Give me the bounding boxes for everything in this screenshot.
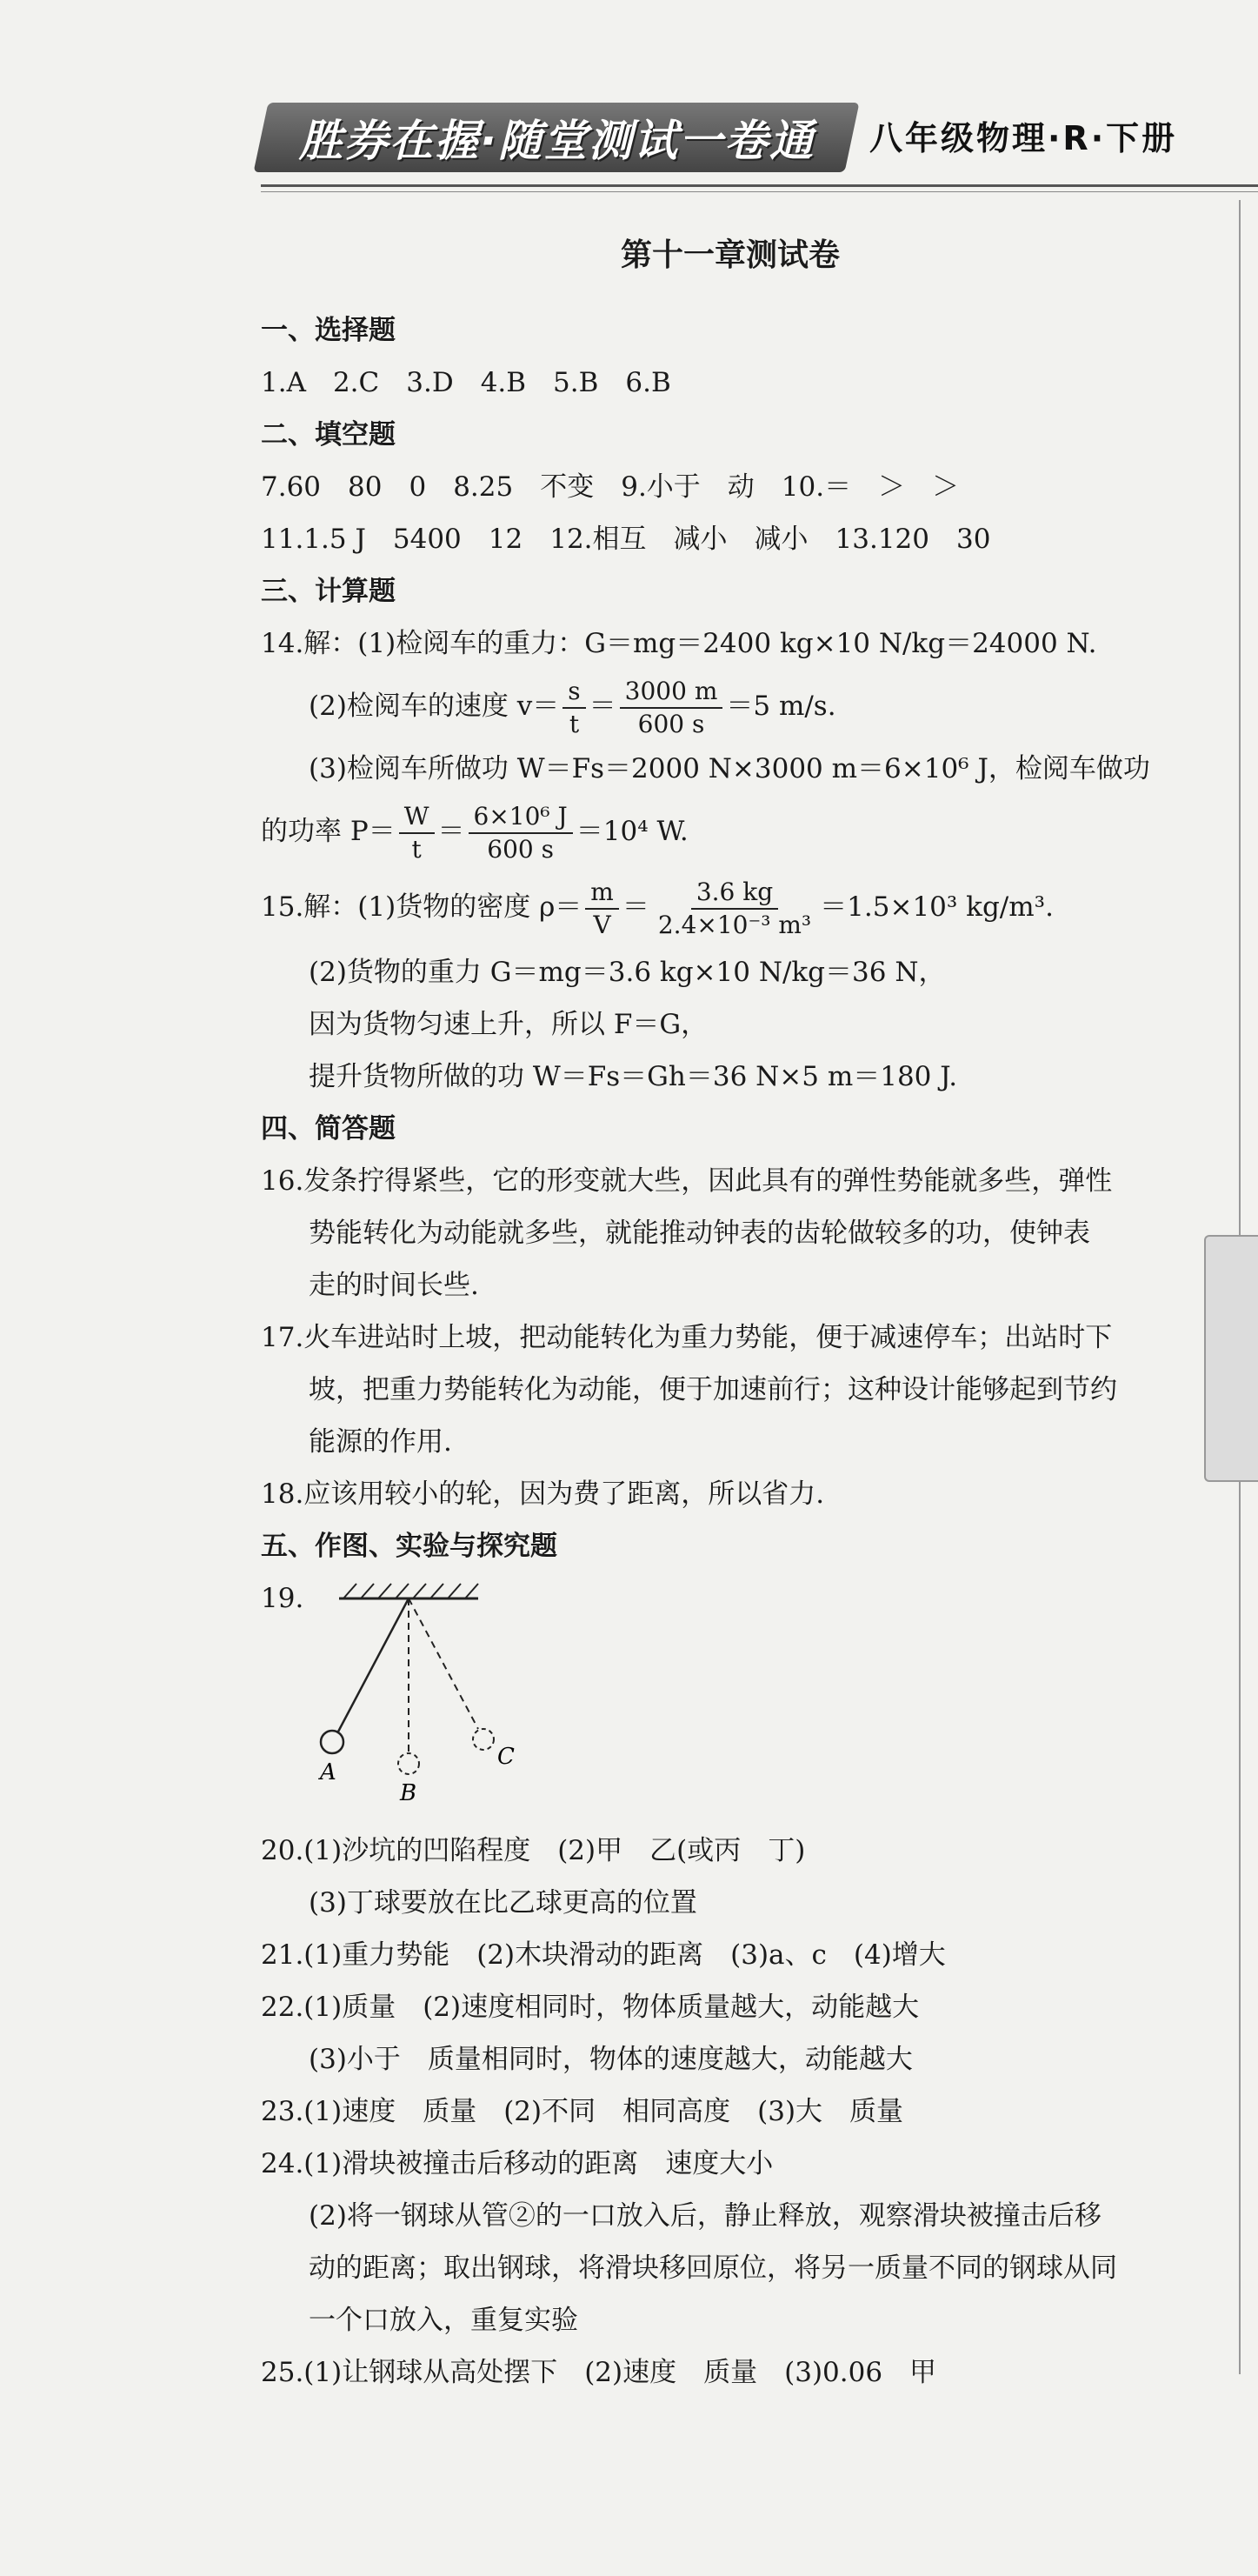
numerator: W (399, 801, 435, 834)
answer-21: 21.(1)重力势能 (2)木块滑动的距离 (3)a、c (4)增大 (261, 1939, 946, 1971)
answer-15-b: (2)货物的重力 G＝mg＝3.6 kg×10 N/kg＝36 N， (309, 957, 946, 988)
answer-24-c: 动的距离；取出钢球，将滑块移回原位，将另一质量不同的钢球从同 (309, 2252, 1117, 2284)
ball-a (321, 1731, 343, 1753)
answer-24-b: (2)将一钢球从管②的一口放入后，静止释放，观察滑块被撞击后移 (309, 2200, 1102, 2232)
denominator: t (569, 709, 580, 738)
answer-19-label: 19. (261, 1583, 304, 1614)
equals: ＝ (437, 816, 465, 847)
string-a (337, 1598, 409, 1733)
answer-17-c: 能源的作用. (309, 1426, 452, 1458)
answer-14-a: 14.解：(1)检阅车的重力：G＝mg＝2400 kg×10 N/kg＝24000 N. (261, 628, 1097, 659)
page-title: 第十一章测试卷 (620, 237, 840, 273)
denominator: 600 s (637, 709, 705, 738)
section-short: 四、简答题 (261, 1113, 396, 1145)
fraction-work-time (469, 801, 573, 865)
q14b-post: ＝5 m/s. (726, 691, 836, 722)
answer-fill-1: 7.60 80 0 8.25 不变 9.小于 动 10.＝ ＞ ＞ (261, 471, 960, 503)
answer-20-a: 20.(1)沙坑的凹陷程度 (2)甲 乙(或丙 丁) (261, 1835, 806, 1866)
answer-18: 18.应该用较小的轮，因为费了距离，所以省力. (261, 1478, 825, 1510)
answer-14-d (261, 795, 1235, 868)
answer-16-b: 势能转化为动能就多些，就能推动钟表的齿轮做较多的功，使钟表 (309, 1218, 1090, 1249)
header-divider (261, 184, 1258, 187)
answer-24-a: 24.(1)滑块被撞击后移动的距离 速度大小 (261, 2148, 774, 2179)
answer-16-c: 走的时间长些. (309, 1270, 479, 1301)
ball-b (398, 1753, 419, 1774)
q15a-post: ＝1.5×10³ kg/m³. (820, 891, 1054, 923)
denominator: 600 s (487, 834, 554, 864)
answer-17-a: 17.火车进站时上坡，把动能转化为重力势能，便于减速停车；出站时下 (261, 1322, 1113, 1353)
label-c: C (497, 1744, 515, 1770)
denominator: V (593, 910, 611, 939)
answer-choice: 1.A 2.C 3.D 4.B 5.B 6.B (261, 367, 671, 398)
answer-15-a (261, 868, 1235, 946)
q15a-pre: 15.解：(1)货物的密度 ρ＝ (261, 891, 582, 923)
answers-content (261, 304, 1235, 2399)
ball-c (473, 1729, 494, 1750)
header-divider-thin (261, 191, 1258, 192)
brand-title: 胜券在握·随堂测试一卷通 (298, 116, 815, 166)
answer-15-c: 因为货物匀速上升，所以 F＝G， (309, 1009, 709, 1040)
numerator: s (562, 676, 585, 709)
string-c (409, 1598, 478, 1729)
q14b-pre: (2)检阅车的速度 v＝ (309, 691, 560, 722)
answer-23: 23.(1)速度 质量 (2)不同 相同高度 (3)大 质量 (261, 2096, 904, 2127)
answer-20-b: (3)丁球要放在比乙球更高的位置 (309, 1887, 697, 1919)
answer-fill-2: 11.1.5 J 5400 12 12.相互 减小 减小 13.120 30 (261, 524, 991, 555)
equals: ＝ (589, 691, 616, 722)
fraction-s-t (562, 676, 585, 740)
ceiling-hatch (343, 1584, 478, 1598)
fraction-w-t (399, 801, 435, 865)
numerator: 3000 m (620, 676, 723, 709)
answer-16-a: 16.发条拧得紧些，它的形变就大些，因此具有的弹性势能就多些，弹性 (261, 1165, 1113, 1197)
answer-15-d: 提升货物所做的功 W＝Fs＝Gh＝36 N×5 m＝180 J. (309, 1061, 958, 1092)
q14d-pre: 的功率 P＝ (261, 816, 396, 847)
section-calc: 三、计算题 (261, 576, 396, 607)
label-a: A (320, 1759, 336, 1785)
numerator: 6×10⁶ J (469, 801, 573, 834)
fraction-density (653, 877, 816, 941)
q14d-post: ＝10⁴ W. (576, 816, 689, 847)
answer-25: 25.(1)让钢球从高处摆下 (2)速度 质量 (3)0.06 甲 (261, 2357, 937, 2388)
answer-14-b (261, 670, 1235, 743)
page-header (261, 103, 1258, 190)
denominator: t (411, 834, 422, 864)
answer-14-c: (3)检阅车所做功 W＝Fs＝2000 N×3000 m＝6×10⁶ J，检阅车做功 (309, 753, 1150, 784)
equals: ＝ (622, 891, 649, 923)
section-experiment: 五、作图、实验与探究题 (261, 1531, 557, 1562)
brand-banner (253, 103, 859, 172)
numerator: m (585, 877, 619, 910)
section-fill: 二、填空题 (261, 419, 396, 450)
answer-24-d: 一个口放入，重复实验 (309, 2305, 578, 2336)
pendulum-figure (296, 1581, 574, 1825)
grade-label: 八年级物理·R·下册 (869, 119, 1178, 157)
answer-22-b: (3)小于 质量相同时，物体的速度越大，动能越大 (309, 2044, 913, 2075)
fraction-3000-600 (620, 676, 723, 740)
fraction-m-v (585, 877, 619, 941)
answer-17-b: 坡，把重力势能转化为动能，便于加速前行；这种设计能够起到节约 (309, 1374, 1117, 1405)
answer-22-a: 22.(1)质量 (2)速度相同时，物体质量越大，动能越大 (261, 1992, 920, 2023)
label-b: B (400, 1780, 417, 1806)
section-choice: 一、选择题 (261, 315, 396, 346)
pendulum-diagram (261, 1572, 1235, 1825)
denominator: 2.4×10⁻³ m³ (657, 910, 812, 939)
numerator: 3.6 kg (691, 877, 778, 910)
